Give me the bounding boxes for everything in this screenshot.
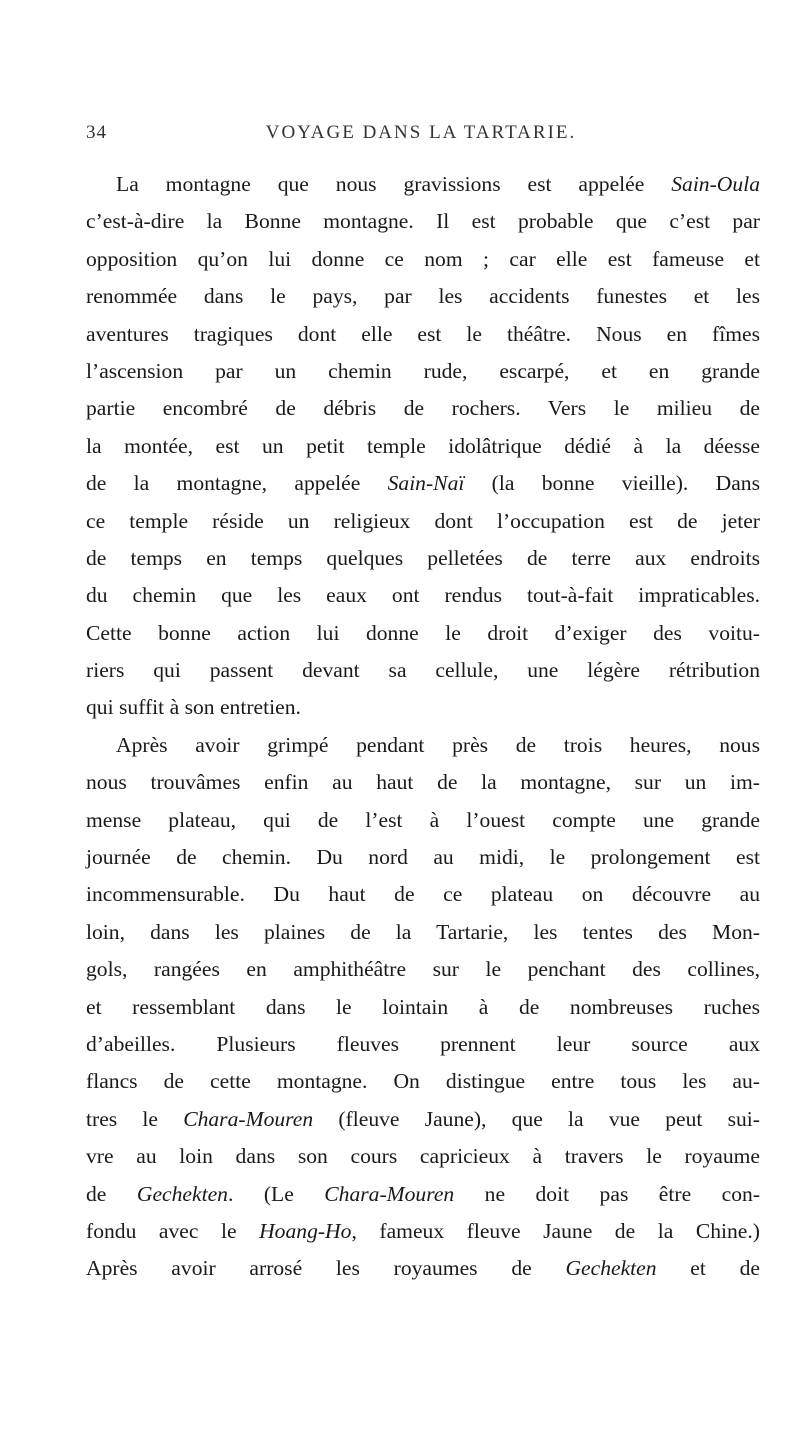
text-line	[86, 1213, 760, 1250]
text-line	[86, 1138, 760, 1175]
text-span: flancs de cette montagne. On distingue entre tous les au-	[86, 1069, 760, 1094]
text-line	[86, 652, 760, 689]
text-line	[86, 166, 760, 203]
text-line	[86, 1063, 760, 1100]
text-line	[86, 503, 760, 540]
text-span: et ressemblant dans le lointain à de nombreuses ruches	[86, 994, 760, 1019]
page-header	[86, 122, 746, 148]
text-line	[86, 914, 760, 951]
text-span: nous trouvâmes enfin au haut de la montagne, sur un im-	[86, 770, 760, 795]
text-line	[86, 689, 760, 726]
page-number: 34	[86, 122, 107, 143]
text-line	[86, 989, 760, 1026]
text-line	[86, 1176, 760, 1213]
text-span: riers qui passent devant sa cellule, une légère rétribution	[86, 658, 760, 683]
text-span: partie encombré de débris de rochers. Vers le milieu de	[86, 396, 760, 421]
italic-text: Chara-Mouren	[183, 1106, 314, 1131]
text-line	[86, 1250, 760, 1287]
text-span: de la montagne, appelée	[86, 471, 388, 496]
text-line	[86, 764, 760, 801]
text-span: ce temple réside un religieux dont l’occupation est de jeter	[86, 508, 760, 533]
text-line	[86, 278, 760, 315]
text-line	[86, 802, 760, 839]
italic-text: Gechekten	[565, 1256, 657, 1281]
text-line	[86, 353, 760, 390]
text-span: de temps en temps quelques pelletées de terre aux endroits	[86, 545, 760, 570]
text-span: , fameux fleuve Jaune de la Chine.)	[351, 1218, 760, 1243]
text-span: d’abeilles. Plusieurs fleuves prennent leur source aux	[86, 1031, 760, 1056]
text-span: aventures tragiques dont elle est le théâtre. Nous en fîmes	[86, 321, 760, 346]
text-line	[86, 1101, 760, 1138]
text-span: du chemin que les eaux ont rendus tout-à-fait impraticables.	[86, 583, 760, 608]
italic-text: Gechekten	[136, 1181, 228, 1206]
italic-text: Hoang-Ho	[259, 1218, 352, 1243]
text-line	[86, 951, 760, 988]
text-span: vre au loin dans son cours capricieux à travers le royaume	[86, 1144, 760, 1169]
text-span: de	[86, 1181, 137, 1206]
text-span: opposition qu’on lui donne ce nom ; car elle est fameuse et	[86, 246, 760, 271]
text-span: mense plateau, qui de l’est à l’ouest compte une grande	[86, 807, 760, 832]
text-span: (fleuve Jaune), que la vue peut sui-	[313, 1106, 760, 1131]
text-line	[86, 316, 760, 353]
text-span: gols, rangées en amphithéâtre sur le penchant des collines,	[86, 957, 760, 982]
text-line	[86, 577, 760, 614]
text-span: l’ascension par un chemin rude, escarpé, et en grande	[86, 358, 760, 383]
running-head: VOYAGE DANS LA TARTARIE.	[265, 122, 577, 143]
text-line	[86, 241, 760, 278]
text-line	[86, 727, 760, 764]
text-span: et de	[656, 1256, 760, 1281]
text-span: tres le	[86, 1106, 184, 1131]
text-span: c’est-à-dire la Bonne montagne. Il est probable que c’est par	[86, 209, 760, 234]
text-line	[86, 876, 760, 913]
text-span: renommée dans le pays, par les accidents funestes et les	[86, 284, 760, 309]
italic-text: Sain-Oula	[671, 172, 760, 196]
italic-text: Chara-Mouren	[324, 1181, 455, 1206]
text-line	[86, 390, 760, 427]
text-line	[86, 615, 760, 652]
text-span: ne doit pas être con-	[454, 1181, 760, 1206]
text-span: Cette bonne action lui donne le droit d’exiger des voitu-	[86, 620, 760, 645]
body-text	[86, 166, 760, 1288]
text-span: incommensurable. Du haut de ce plateau on découvre au	[86, 882, 760, 907]
text-span: qui suffit à son entretien.	[86, 695, 301, 720]
text-span: . (Le	[227, 1181, 325, 1206]
text-span: journée de chemin. Du nord au midi, le prolongement est	[86, 845, 760, 870]
text-line	[86, 839, 760, 876]
text-span: Après avoir grimpé pendant près de trois heures, nous	[116, 732, 760, 757]
text-line	[86, 428, 760, 465]
text-span: loin, dans les plaines de la Tartarie, les tentes des Mon-	[86, 919, 760, 944]
text-span: La montagne que nous gravissions est appelée	[116, 172, 672, 196]
text-span: (la bonne vieille). Dans	[464, 471, 760, 496]
text-line	[86, 540, 760, 577]
italic-text: Sain-Naï	[387, 471, 465, 496]
text-span: la montée, est un petit temple idolâtrique dédié à la déesse	[86, 433, 760, 458]
text-line	[86, 465, 760, 502]
text-span: fondu avec le	[86, 1218, 260, 1243]
text-span: Après avoir arrosé les royaumes de	[86, 1256, 566, 1281]
text-line	[86, 203, 760, 240]
text-line	[86, 1026, 760, 1063]
